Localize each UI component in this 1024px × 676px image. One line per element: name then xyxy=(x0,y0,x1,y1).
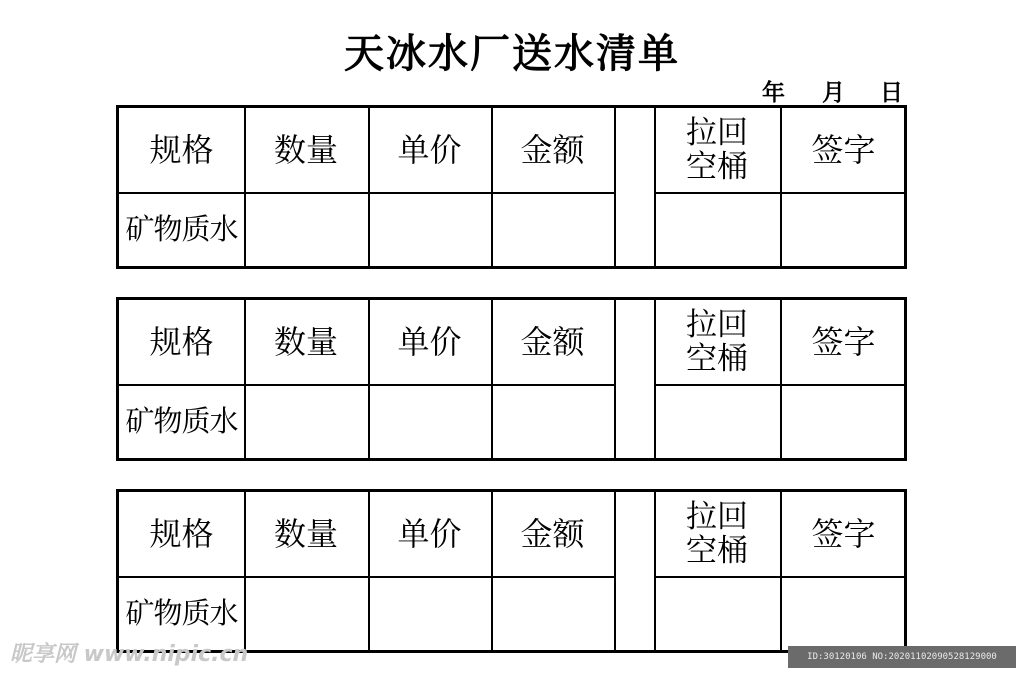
delivery-form-3 xyxy=(116,489,907,653)
sign-field[interactable] xyxy=(780,384,907,458)
row-spec-value: 矿物质水 xyxy=(125,595,238,630)
quantity-field[interactable] xyxy=(244,384,368,458)
return-barrel-field[interactable] xyxy=(654,192,780,266)
watermark-id-bar: ID:30120106 NO:20201102090528129000 xyxy=(788,646,1016,668)
header-sign: 签字 xyxy=(811,131,876,169)
row-spec-value: 矿物质水 xyxy=(125,211,238,246)
unit-price-field[interactable] xyxy=(368,384,491,458)
unit-price-field[interactable] xyxy=(368,192,491,266)
header-return-barrel-line-2: 空桶 xyxy=(686,533,748,569)
header-return-barrel-line-2: 空桶 xyxy=(686,341,748,377)
header-quantity: 数量 xyxy=(273,515,338,553)
delivery-form-2 xyxy=(116,297,907,461)
quantity-field[interactable] xyxy=(244,192,368,266)
unit-price-field[interactable] xyxy=(368,576,491,650)
header-spec: 规格 xyxy=(149,323,214,361)
header-return-barrel-line-1: 拉回 xyxy=(686,499,748,535)
watermark-logo: 昵享网 www.nipic.cn xyxy=(10,642,249,667)
header-unit-price: 单价 xyxy=(397,323,462,361)
return-barrel-field[interactable] xyxy=(654,576,780,650)
header-amount: 金额 xyxy=(520,323,585,361)
date-day-label: 日 xyxy=(880,79,903,106)
header-return-barrel-line-1: 拉回 xyxy=(686,307,748,343)
row-spec-value: 矿物质水 xyxy=(125,403,238,438)
sign-field[interactable] xyxy=(780,576,907,650)
page-title: 天冰水厂送水清单 xyxy=(344,30,680,77)
header-quantity: 数量 xyxy=(273,131,338,169)
header-return-barrel-line-2: 空桶 xyxy=(686,149,748,185)
return-barrel-field[interactable] xyxy=(654,384,780,458)
header-sign: 签字 xyxy=(811,515,876,553)
date-month-label: 月 xyxy=(822,79,845,106)
header-return-barrel xyxy=(654,108,780,192)
header-unit-price: 单价 xyxy=(397,515,462,553)
amount-field[interactable] xyxy=(491,384,614,458)
header-unit-price: 单价 xyxy=(397,131,462,169)
header-return-barrel-line-1: 拉回 xyxy=(686,115,748,151)
delivery-form-1 xyxy=(116,105,907,269)
header-return-barrel xyxy=(654,300,780,384)
header-spec: 规格 xyxy=(149,131,214,169)
header-spec: 规格 xyxy=(149,515,214,553)
header-amount: 金额 xyxy=(520,131,585,169)
date-year-label: 年 xyxy=(762,79,785,106)
header-quantity: 数量 xyxy=(273,323,338,361)
amount-field[interactable] xyxy=(491,192,614,266)
sign-field[interactable] xyxy=(780,192,907,266)
header-amount: 金额 xyxy=(520,515,585,553)
quantity-field[interactable] xyxy=(244,576,368,650)
header-sign: 签字 xyxy=(811,323,876,361)
header-return-barrel xyxy=(654,492,780,576)
amount-field[interactable] xyxy=(491,576,614,650)
